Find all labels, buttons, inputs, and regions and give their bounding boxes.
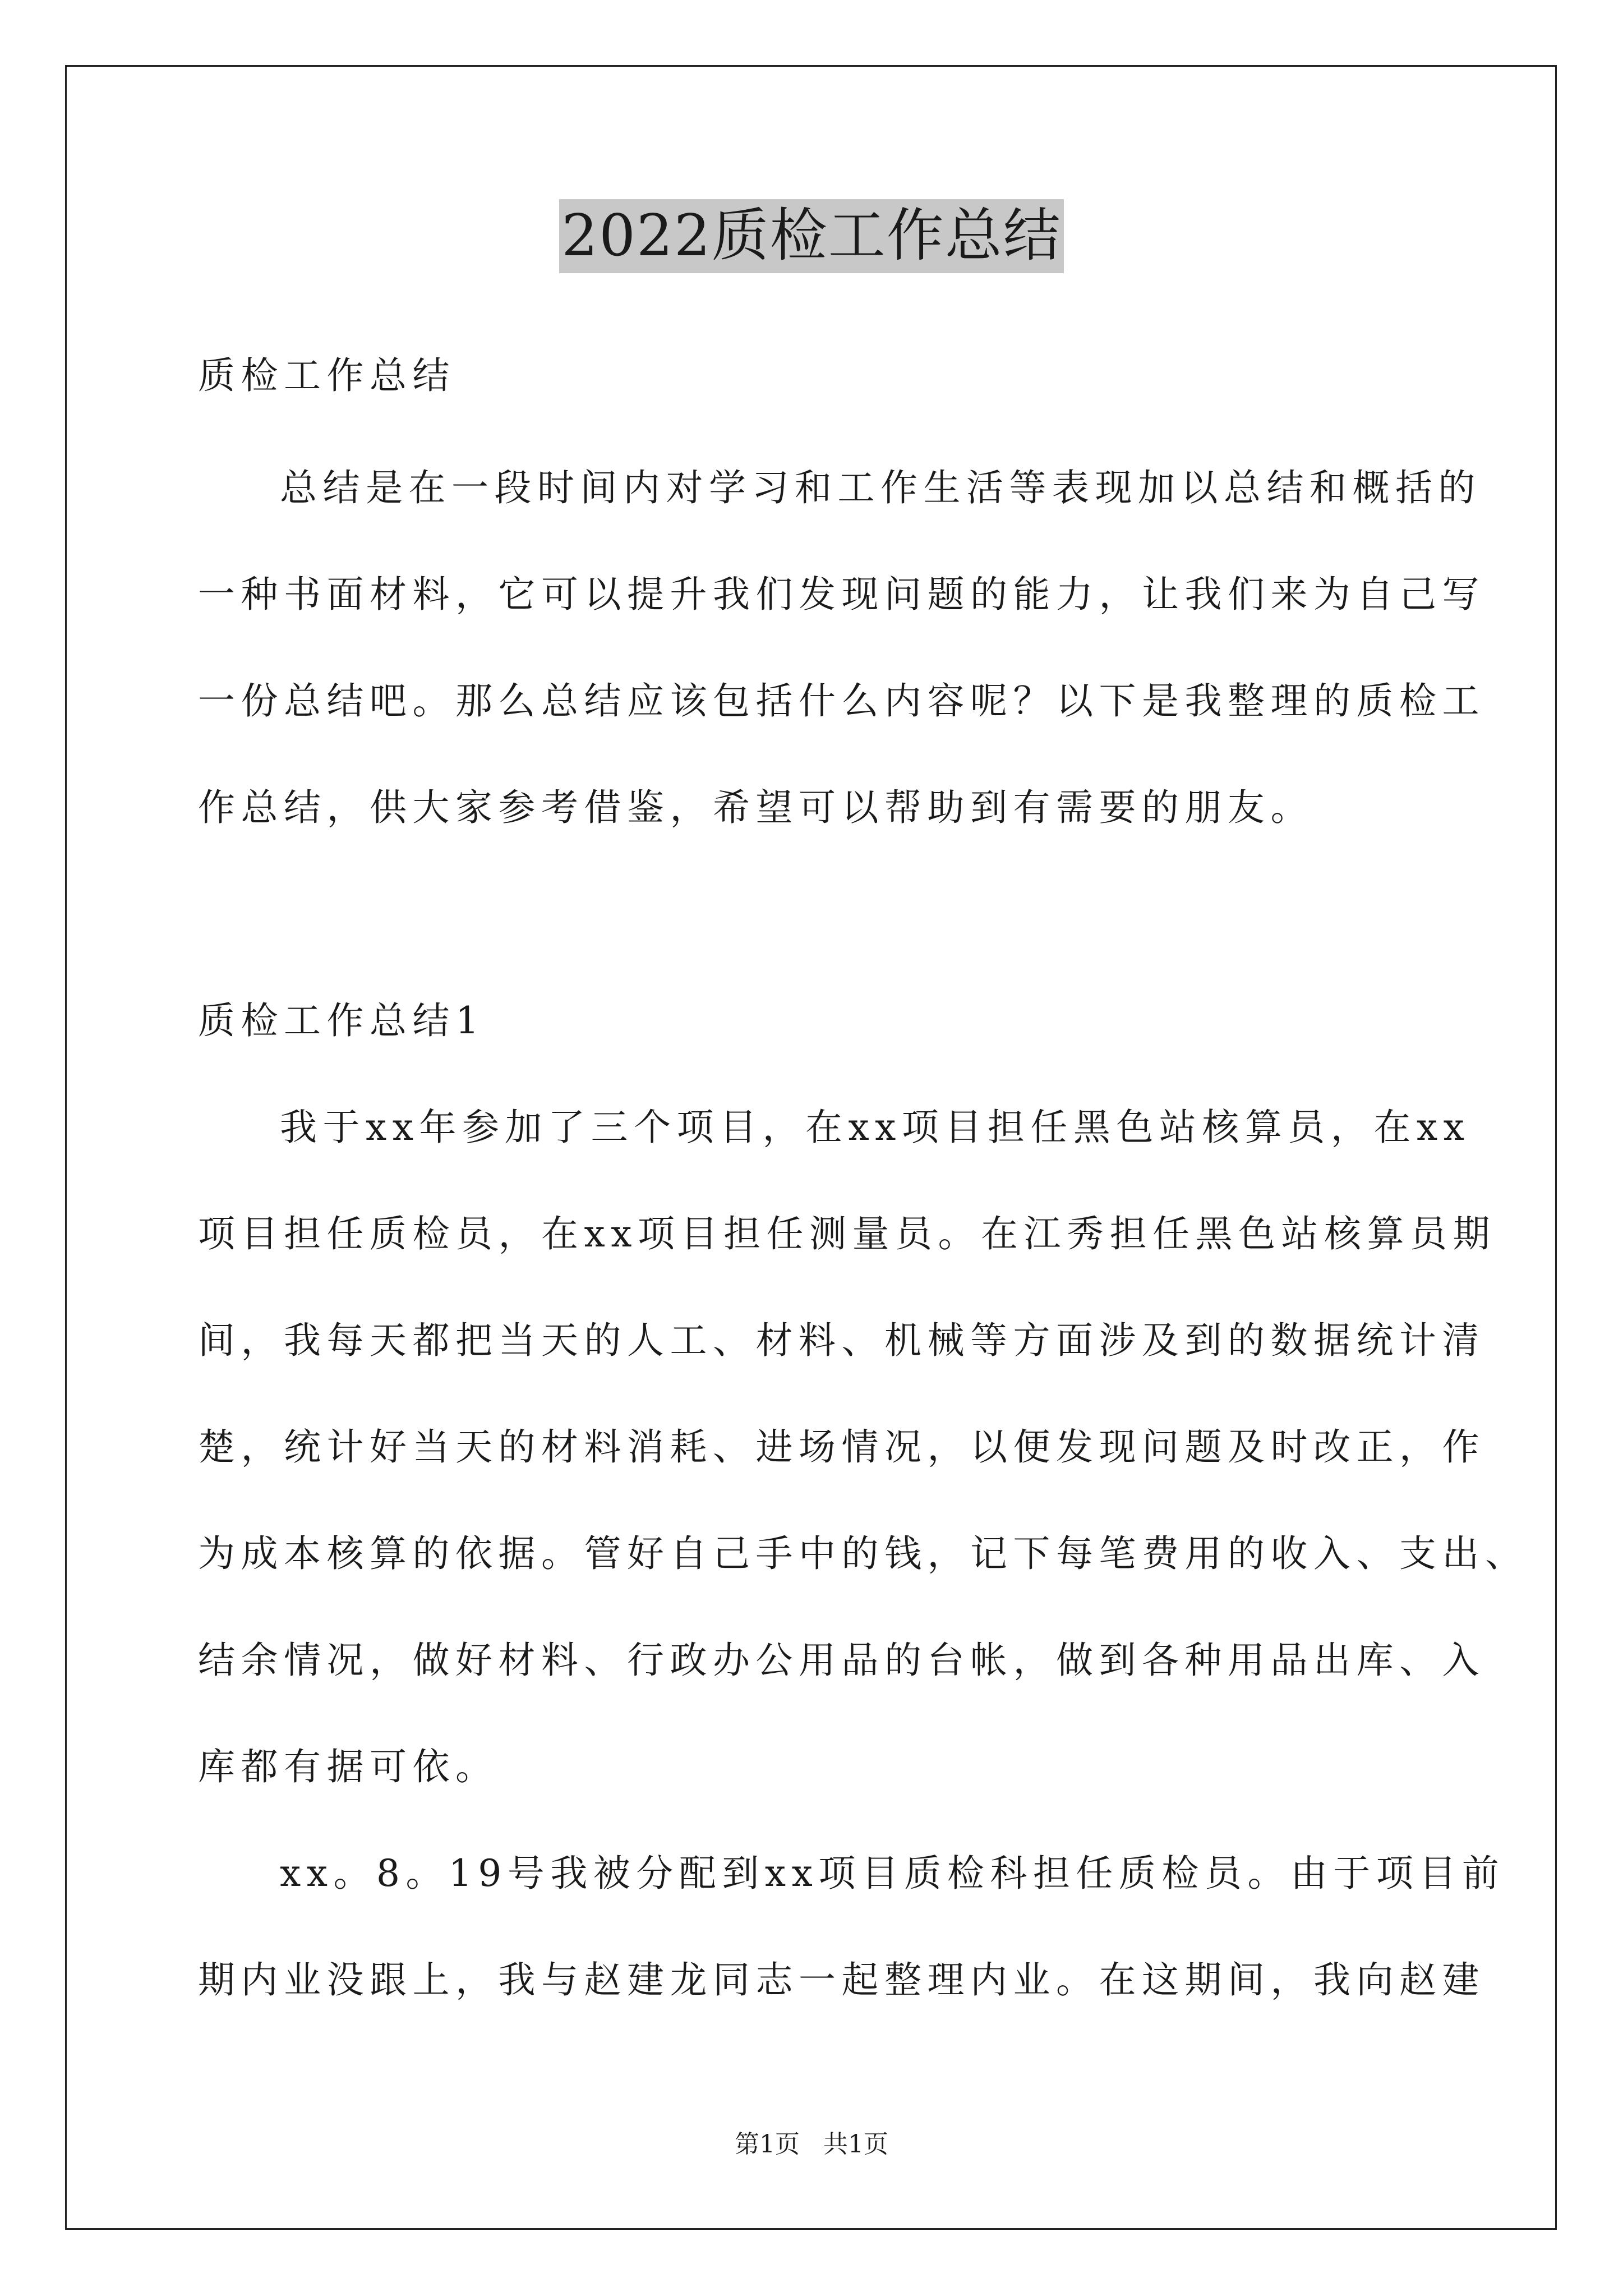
- paragraph-line: xx。8。19号我被分配到xx项目质检科担任质检员。由于项目前: [280, 1852, 1505, 1895]
- paragraph-line: 为成本核算的依据。管好自己手中的钱，记下每笔费用的收入、支出、: [198, 1532, 1528, 1575]
- section-heading: 质检工作总结: [198, 354, 455, 397]
- page-footer: 第1页 共1页: [735, 2130, 888, 2159]
- document-title: 2022质检工作总结: [559, 199, 1064, 273]
- paragraph-line: 间，我每天都把当天的人工、材料、机械等方面涉及到的数据统计清: [198, 1319, 1485, 1362]
- paragraph-line: 一种书面材料，它可以提升我们发现问题的能力，让我们来为自己写: [198, 573, 1485, 616]
- paragraph-line: 库都有据可依。: [198, 1745, 499, 1788]
- paragraph-line: 结余情况，做好材料、行政办公用品的台帐，做到各种用品出库、入: [198, 1639, 1485, 1682]
- title-container: [0, 199, 1623, 273]
- paragraph-line: 我于xx年参加了三个项目，在xx项目担任黑色站核算员，在xx: [280, 1106, 1470, 1149]
- paragraph-line: 楚，统计好当天的材料消耗、进场情况，以便发现问题及时改正，作: [198, 1425, 1485, 1469]
- section-heading: 质检工作总结1: [198, 999, 485, 1042]
- paragraph-line: 一份总结吧。那么总结应该包括什么内容呢？以下是我整理的质检工: [198, 679, 1485, 723]
- paragraph-line: 作总结，供大家参考借鉴，希望可以帮助到有需要的朋友。: [198, 786, 1313, 829]
- paragraph-line: 期内业没跟上，我与赵建龙同志一起整理内业。在这期间，我向赵建: [198, 1958, 1485, 2001]
- paragraph-line: 项目担任质检员，在xx项目担任测量员。在江秀担任黑色站核算员期: [198, 1212, 1496, 1255]
- paragraph-line: 总结是在一段时间内对学习和工作生活等表现加以总结和概括的: [280, 466, 1481, 509]
